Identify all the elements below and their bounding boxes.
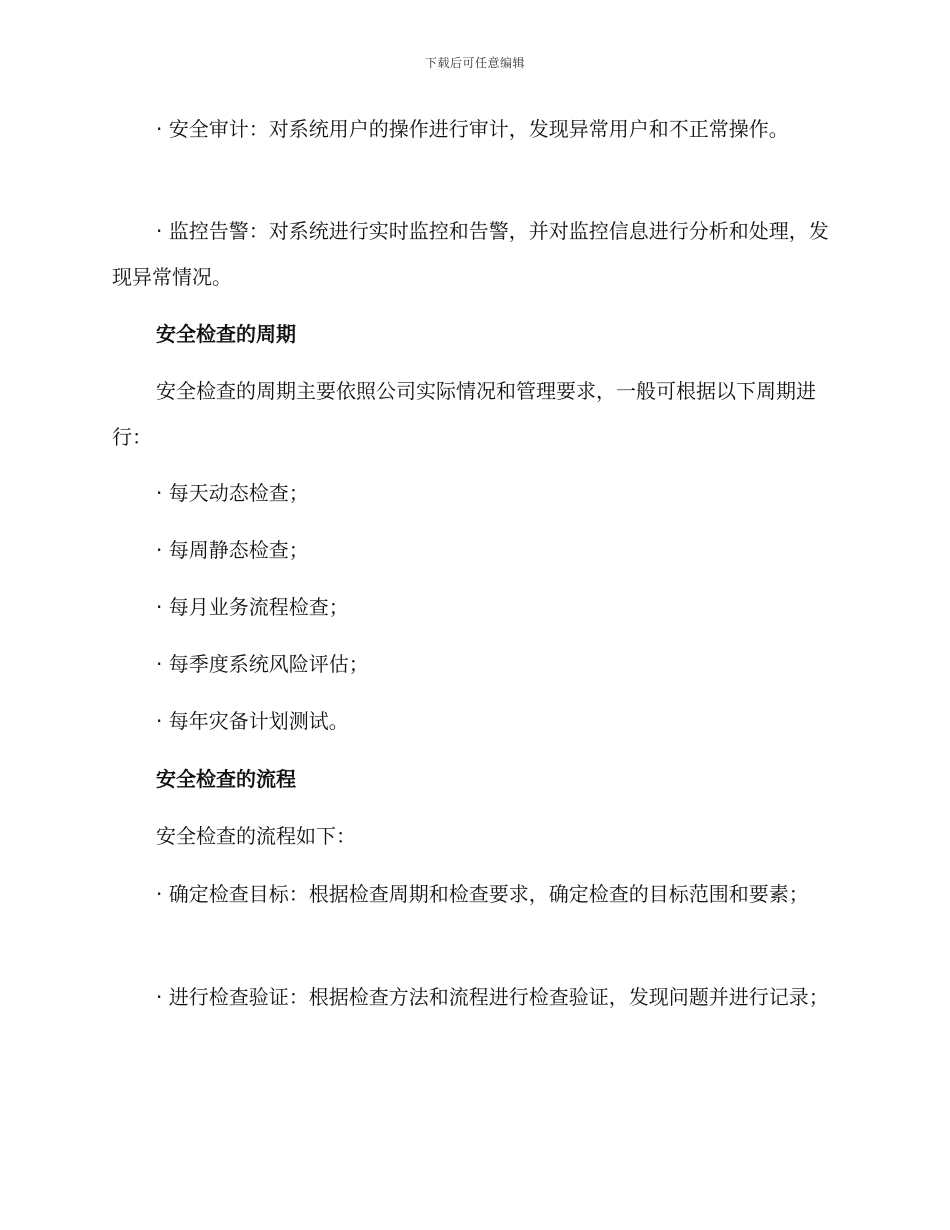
- list-item-monthly: · 每月业务流程检查；: [156, 595, 349, 619]
- list-item-weekly: · 每周静态检查；: [156, 538, 309, 562]
- paragraph-security-audit: · 安全审计：对系统用户的操作进行审计，发现异常用户和不正常操作。: [156, 117, 789, 141]
- list-item-quarterly: · 每季度系统风险评估；: [156, 652, 369, 676]
- paragraph-process-intro: 安全检查的流程如下：: [156, 824, 356, 848]
- paragraph-verify-inspection: · 进行检查验证：根据检查方法和流程进行检查验证，发现问题并进行记录；: [156, 985, 829, 1009]
- list-item-daily: · 每天动态检查；: [156, 481, 309, 505]
- heading-inspection-cycle: 安全检查的周期: [156, 322, 296, 346]
- page-header: 下载后可任意编辑: [424, 56, 525, 70]
- paragraph-cycle-intro: 安全检查的周期主要依照公司实际情况和管理要求，一般可根据以下周期进行：: [112, 379, 816, 449]
- heading-inspection-process: 安全检查的流程: [156, 767, 296, 791]
- paragraph-monitoring-alert: · 监控告警：对系统进行实时监控和告警，并对监控信息进行分析和处理，发现异常情况。: [112, 219, 829, 289]
- paragraph-determine-target: · 确定检查目标：根据检查周期和检查要求，确定检查的目标范围和要素；: [156, 882, 809, 906]
- list-item-yearly: · 每年灾备计划测试。: [156, 709, 349, 733]
